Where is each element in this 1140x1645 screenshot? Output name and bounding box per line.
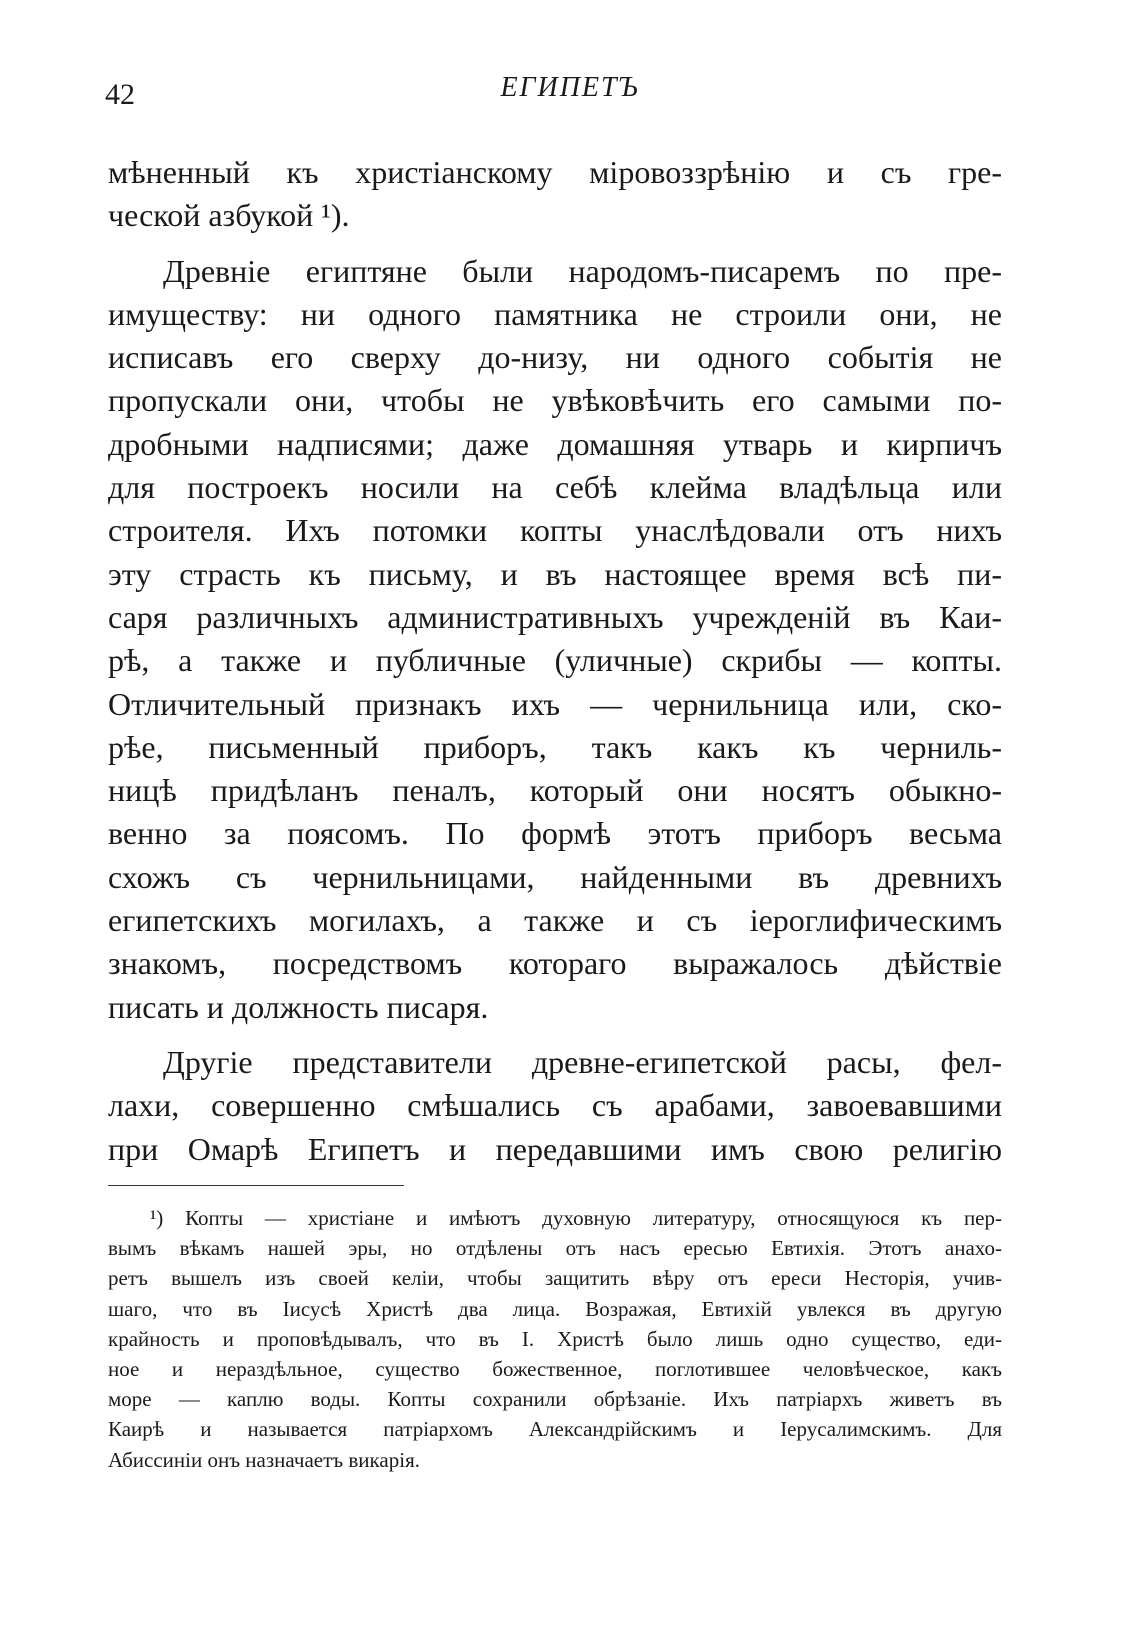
text-line: дробными надписями; даже домашняя утварь и кирпичъ — [108, 425, 1002, 462]
text-line: ческой азбукой ¹). — [108, 197, 350, 234]
footnote-line: ¹) Копты — христіане и имѣютъ духовную литературу, относящуюся къ пер- — [150, 1206, 1002, 1230]
text-line: Древніе египтяне были народомъ-писаремъ по пре- — [163, 252, 1002, 289]
footnote-separator — [108, 1185, 404, 1186]
text-line: мѣненный къ христіанскому міровоззрѣнію и съ гре- — [108, 154, 1002, 190]
footnote-line: вымъ вѣкамъ нашей эры, но отдѣлены отъ насъ ересью Евтихія. Этотъ анахо- — [108, 1236, 1002, 1261]
text-line: пропускали они, чтобы не увѣковѣчить его самыми по- — [108, 382, 1002, 419]
text-line: исписавъ его сверху до-низу, ни одного событія не — [108, 339, 1002, 376]
text-line: рѣе, письменный приборъ, такъ какъ къ черниль- — [108, 728, 1002, 765]
text-line: ницѣ придѣланъ пеналъ, который они носятъ обыкно- — [108, 772, 1002, 809]
footnote-line: Каирѣ и называется патріархомъ Александрійскимъ и Іерусалимскимъ. Для — [108, 1417, 1002, 1442]
text-line: египетскихъ могилахъ, а также и съ іероглифическимъ — [108, 902, 1002, 939]
text-line: венно за поясомъ. По формѣ этотъ приборъ весьма — [108, 815, 1002, 852]
text-line: знакомъ, посредствомъ котораго выражалось дѣйствіе — [108, 945, 1002, 982]
footnote — [108, 1203, 1002, 1475]
footnote-line: крайность и проповѣдывалъ, что въ І. Христѣ было лишь одно существо, еди- — [108, 1326, 1002, 1351]
text-line: лахи, совершенно смѣшались съ арабами, завоевавшими — [108, 1087, 1002, 1124]
running-title: ЕГИПЕТЪ — [500, 72, 640, 103]
text-line: для построекъ носили на себѣ клейма владѣльца или — [108, 469, 1002, 506]
footnote-line: ное и нераздѣльное, существо божественное, поглотившее человѣческое, какъ — [108, 1356, 1002, 1381]
text-line: строителя. Ихъ потомки копты унаслѣдовали отъ нихъ — [108, 512, 1002, 549]
text-line: Отличительный признакъ ихъ — чернильница или, ско- — [108, 685, 1002, 722]
main-text — [108, 151, 1002, 1171]
text-line: рѣ, а также и публичные (уличные) скрибы — копты. — [108, 642, 1002, 679]
text-line: Другіе представители древне-египетской расы, фел- — [163, 1043, 1002, 1080]
footnote-line: ретъ вышелъ изъ своей келіи, чтобы защитить вѣру отъ ереси Несторія, учив- — [108, 1266, 1002, 1291]
footnote-line: Абиссиніи онъ назначаетъ викарія. — [108, 1447, 420, 1472]
text-line: имуществу: ни одного памятника не строили они, не — [108, 295, 1002, 332]
text-line: писать и должность писаря. — [108, 988, 489, 1025]
text-line: при Омарѣ Египетъ и передавшими имъ свою религію — [108, 1130, 1002, 1167]
text-line: схожъ съ чернильницами, найденными въ древнихъ — [108, 858, 1002, 895]
text-line: эту страсть къ письму, и въ настоящее время всѣ пи- — [108, 555, 1002, 592]
footnote-line: море — каплю воды. Копты сохранили обрѣзаніе. Ихъ патріархъ живетъ въ — [108, 1387, 1002, 1412]
page-number: 42 — [105, 78, 135, 111]
footnote-line: шаго, что въ Іисусѣ Христѣ два лица. Возражая, Евтихій увлекся въ другую — [108, 1296, 1002, 1321]
text-line: саря различныхъ административныхъ учрежденій въ Каи- — [108, 598, 1002, 635]
